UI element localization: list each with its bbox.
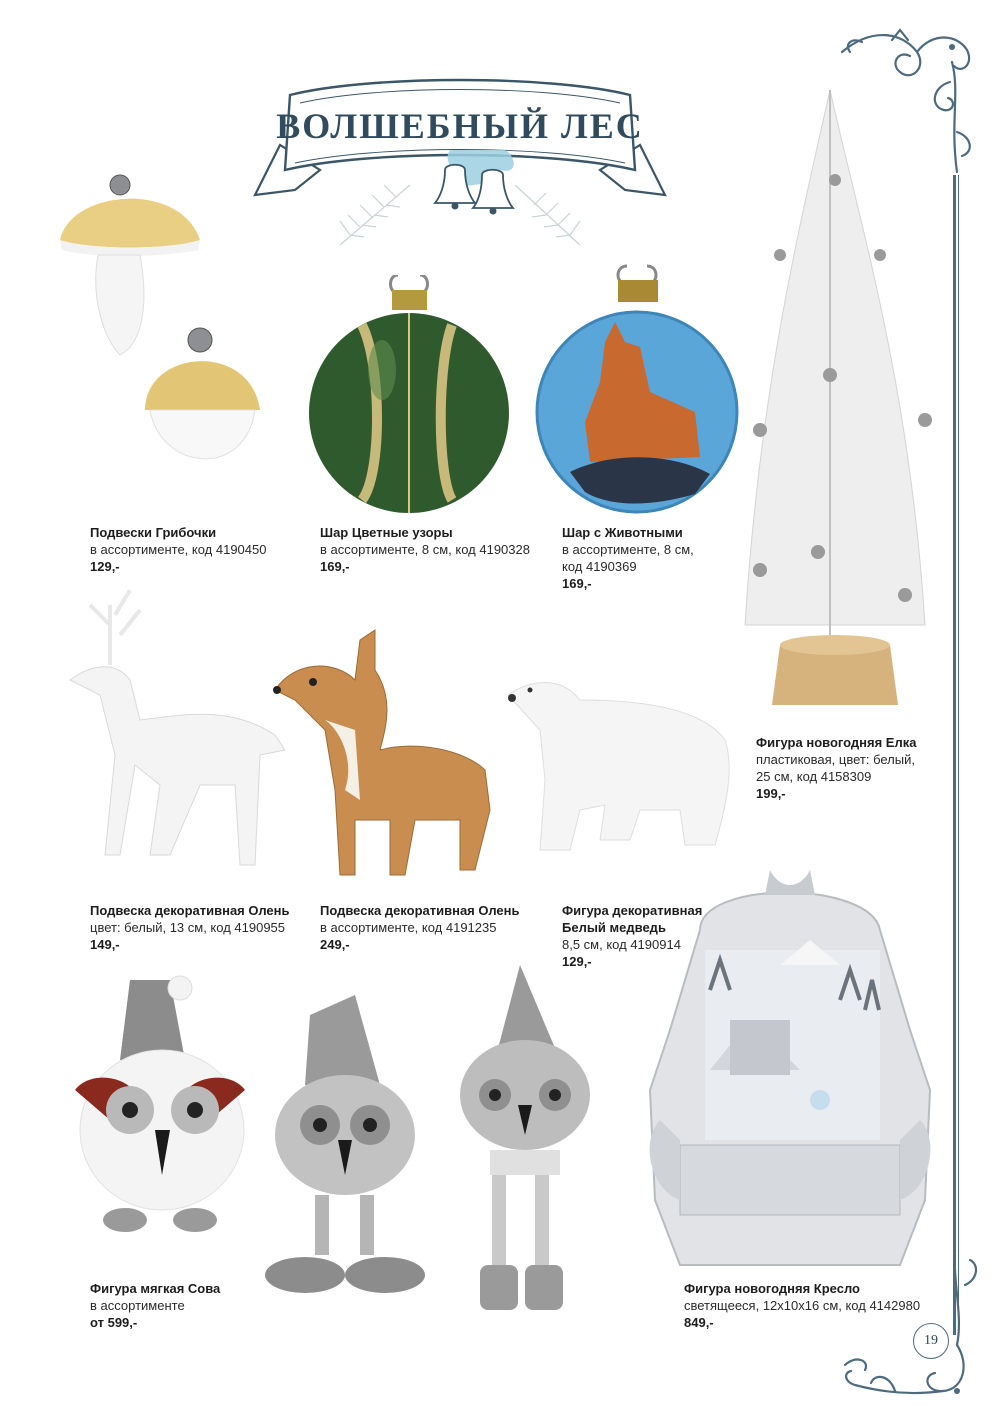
product-image-owl-tall	[440, 965, 615, 1325]
product-title: Фигура мягкая Сова	[90, 1281, 221, 1296]
product-image-mushrooms	[50, 150, 260, 510]
product-caption-deer-brown	[320, 902, 519, 953]
product-image-tree	[740, 85, 940, 725]
product-price: 849,-	[684, 1315, 714, 1330]
product-price: 129,-	[90, 559, 120, 574]
product-image-owl	[70, 970, 250, 1250]
product-desc: пластиковая, цвет: белый,	[756, 752, 915, 767]
product-desc: в ассортименте, 8 см, код 4190328	[320, 542, 530, 557]
product-title: Фигура новогодняя Кресло	[684, 1281, 860, 1296]
product-price: 249,-	[320, 937, 350, 952]
product-desc: в ассортименте, код 4190450	[90, 542, 267, 557]
product-desc: 8,5 см, код 4190914	[562, 937, 681, 952]
product-price: 129,-	[562, 954, 592, 969]
product-price: 169,-	[320, 559, 350, 574]
product-image-bear	[500, 660, 740, 865]
side-border-line-thin	[958, 175, 959, 1335]
product-caption-tree	[756, 734, 916, 802]
product-caption-ball-patterns	[320, 524, 530, 575]
product-image-deer-brown	[265, 620, 500, 885]
product-desc: код 4190369	[562, 559, 637, 574]
product-desc: в ассортименте	[90, 1298, 185, 1313]
side-border-line	[953, 175, 956, 1335]
product-image-ball-patterns	[302, 275, 517, 520]
product-caption-owl	[90, 1280, 220, 1331]
product-desc: цвет: белый, 13 см, код 4190955	[90, 920, 286, 935]
product-caption-ball-animals	[562, 524, 694, 592]
product-title: Шар Цветные узоры	[320, 525, 453, 540]
product-title: Подвески Грибочки	[90, 525, 217, 540]
page-number: 19	[913, 1323, 949, 1359]
product-title: Фигура новогодняя Елка	[756, 735, 917, 750]
product-title: Фигура декоративная	[562, 903, 703, 918]
product-title: Подвеска декоративная Олень	[90, 903, 290, 918]
product-title-line2: Белый медведь	[562, 920, 666, 935]
product-price: от 599,-	[90, 1315, 138, 1330]
product-title: Шар с Животными	[562, 525, 683, 540]
header-banner	[250, 75, 670, 255]
product-caption-deer-white	[90, 902, 289, 953]
product-price: 149,-	[90, 937, 120, 952]
product-caption-armchair	[684, 1280, 920, 1331]
product-desc: 25 см, код 4158309	[756, 769, 872, 784]
product-image-ball-animals	[530, 262, 745, 517]
product-image-deer-white	[60, 585, 295, 890]
product-desc: в ассортименте, 8 см,	[562, 542, 694, 557]
product-caption-bear	[562, 902, 702, 970]
product-price: 169,-	[562, 576, 592, 591]
page-title: ВОЛШЕБНЫЙ ЛЕС	[276, 106, 644, 146]
product-title: Подвеска декоративная Олень	[320, 903, 520, 918]
product-price: 199,-	[756, 786, 786, 801]
product-desc: в ассортименте, код 4191235	[320, 920, 497, 935]
product-desc: светящееся, 12x10x16 см, код 4142980	[684, 1298, 921, 1313]
product-image-owl-standing	[260, 995, 435, 1300]
product-caption-mushrooms	[90, 524, 266, 575]
